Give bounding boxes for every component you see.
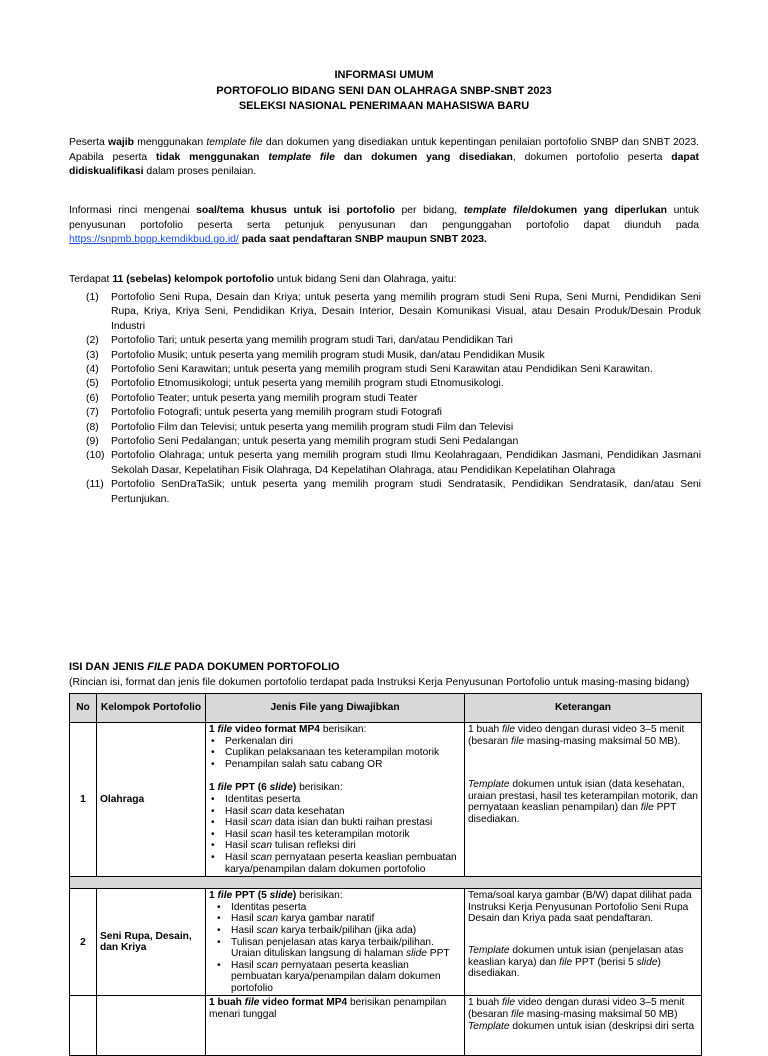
- row3-keterangan-cell: 1 buah file video dengan durasi video 3–5 menit (besaran file masing-masing maksimal 50 MB) Template dokumen untuk isian (deskripsi diri serta: [465, 996, 702, 1056]
- header-kelompok: Kelompok Portofolio: [97, 694, 206, 723]
- paragraph-group-count: Terdapat 11 (sebelas) kelompok portofolio untuk bidang Seni dan Olahraga, yaitu:: [69, 274, 457, 285]
- list-item: (8) Portofolio Film dan Televisi; untuk peserta yang memilih program studi Film dan Televisi: [86, 421, 514, 433]
- row1-jenis-cell: 1 file video format MP4 berisikan: • Perkenalan diri • Cuplikan pelaksanaan tes keterampilan motorik • Penampilan salah satu cabang OR 1 file PPT (6 slide) berisikan: • Identitas peserta • Hasil scan data kesehatan • Hasil scan data isian dan bukti raihan prestasi • Hasil scan hasil tes keterampilan motorik • Hasil scan tulisan refleksi diri • Hasil scan pernyataan peserta keaslian pembuatan karya/penampilan dalam dokumen portofolio: [206, 723, 465, 877]
- list-item: (4) Portofolio Seni Karawitan; untuk peserta yang memilih program studi Seni Karawitan atau Pendidikan Seni Karawitan.: [86, 364, 653, 376]
- table-header-row: [70, 694, 702, 723]
- list-item: (6) Portofolio Teater; untuk peserta yang memilih program studi Teater: [86, 392, 418, 404]
- row2-keterangan-cell: Tema/soal karya gambar (B/W) dapat dilihat pada Instruksi Kerja Penyusunan Portofolio Seni Rupa Desain dan Kriya pada saat pendaftaran. Template dokumen untuk isian (penjelasan atas keaslian karya) dan file PPT (berisi 5 slide) disediakan.: [465, 889, 702, 996]
- table-row: [70, 996, 702, 1056]
- row2-jenis-cell: 1 file PPT (5 slide) berisikan: • Identitas peserta • Hasil scan karya gambar naratif • Hasil scan karya terbaik/pilihan (jika ada) • Tulisan penjelasan atas karya terbaik/pilihan. Uraian dituliskan langsung di halaman slide PPT • Hasil scan pernyataan peserta keaslian pembuatan karya/penampilan dalam dokumen portofolio: [206, 889, 465, 996]
- snpmb-link[interactable]: https://snpmb.bppp.kemdikbud.go.id/: [69, 234, 239, 245]
- list-item: (9) Portofolio Seni Pedalangan; untuk peserta yang memilih program studi Seni Pedalangan: [86, 436, 519, 448]
- heading-line-2: PORTOFOLIO BIDANG SENI DAN OLAHRAGA SNBP-SNBT 2023: [216, 85, 552, 97]
- table-row: 1 Olahraga 1 file video format MP4 berisikan: • Perkenalan diri • Cuplikan pelaksanaan tes keterampilan motorik • Penampilan salah satu cabang OR 1 file PPT (6 slide) berisikan: • Identitas peserta • Hasil scan data kesehatan • Hasil scan data isian dan bukti raihan prestasi • Hasil scan hasil tes keterampilan motorik • Hasil scan tulisan refleksi diri • Hasil scan pernyataan peserta keaslian pembuatan karya/penampilan dalam dokumen portofolio 1 buah file video dengan durasi video 3–5 menit (besaran file masing-masing maksimal 50 MB). Template dokumen untuk isian (data kesehatan, uraian prestasi, hasil tes keterampilan motorik, dan pernyataan keaslian penampilan) dan file PPT disediakan.: [70, 723, 702, 877]
- heading-line-1: INFORMASI UMUM: [334, 69, 434, 81]
- heading-line-3: SELEKSI NASIONAL PENERIMAAN MAHASISWA BARU: [238, 100, 530, 112]
- section-title: ISI DAN JENIS FILE PADA DOKUMEN PORTOFOLIO: [69, 661, 340, 673]
- list-item: (3) Portofolio Musik; untuk peserta yang memilih program studi Musik, dan/atau Pendidikan Musik: [86, 349, 545, 361]
- header-no: No: [70, 694, 97, 723]
- list-item: (5) Portofolio Etnomusikologi; untuk peserta yang memilih program studi Etnomusikologi.: [86, 378, 504, 390]
- table-separator-row: [70, 877, 702, 889]
- header-jenis: Jenis File yang Diwajibkan: [206, 694, 465, 723]
- list-item: (11) Portofolio SenDraTaSik; untuk peserta yang memilih program studi Sendratasik, Pendidikan Sendratasik, dan/atau Seni Pertunjukan.: [86, 479, 701, 505]
- portfolio-file-table: [69, 693, 702, 1056]
- table-row: 2 Seni Rupa, Desain, dan Kriya 1 file PPT (5 slide) berisikan: • Identitas peserta • Hasil scan karya gambar naratif • Hasil scan karya terbaik/pilihan (jika ada) • Tulisan penjelasan atas karya terbaik/pilihan. Uraian dituliskan langsung di halaman slide PPT • Hasil scan pernyataan peserta keaslian pembuatan karya/penampilan dalam dokumen portofolio Tema/soal karya gambar (B/W) dapat dilihat pada Instruksi Kerja Penyusunan Portofolio Seni Rupa Desain dan Kriya pada saat pendaftaran. Template dokumen untuk isian (penjelasan atas keaslian karya) dan file PPT (berisi 5 slide) disediakan.: [70, 889, 702, 996]
- section-subtitle: (Rincian isi, format dan jenis file dokumen portofolio terdapat pada Instruksi Kerja Penyusunan Portofolio untuk masing-masing bidang): [69, 677, 690, 688]
- row3-jenis-cell: 1 buah file video format MP4 berisikan penampilan menari tunggal: [206, 996, 465, 1056]
- paragraph-info-details: Informasi rinci mengenai soal/tema khusus untuk isi portofolio per bidang, template file/dokumen yang diperlukan untuk penyusunan portofolio peserta serta petunjuk penyusunan dan pengunggahan portofolio dapat diunduh pada https://snpmb.bppp.kemdikbud.go.id/ pada saat pendaftaran SNBP maupun SNBT 2023.: [69, 205, 699, 245]
- list-item: (10) Portofolio Olahraga; untuk peserta yang memilih program studi Ilmu Keolahragaan, Pendidikan Jasmani, Pendidikan Jasmani Sekolah Dasar, Kepelatihan Fisik Olahraga, D4 Kepelatihan Olahraga, atau Pendidikan Kepelatihan Olahraga: [86, 450, 701, 476]
- paragraph-template-requirement: Peserta wajib menggunakan template file dan dokumen yang disediakan untuk kepentingan penilaian portofolio SNBP dan SNBT 2023. Apabila peserta tidak menggunakan template file dan dokumen yang disediakan, dokumen portofolio peserta dapat didiskualifikasi dalam proses penilaian.: [69, 137, 699, 177]
- header-keterangan: Keterangan: [465, 694, 702, 723]
- row1-keterangan-cell: 1 buah file video dengan durasi video 3–5 menit (besaran file masing-masing maksimal 50 MB). Template dokumen untuk isian (data kesehatan, uraian prestasi, hasil tes keterampilan motorik, dan pernyataan keaslian penampilan) dan file PPT disediakan.: [465, 723, 702, 877]
- list-item: (2) Portofolio Tari; untuk peserta yang memilih program studi Tari, dan/atau Pendidikan Tari: [86, 335, 513, 347]
- list-item: (7) Portofolio Fotografi; untuk peserta yang memilih program studi Fotografi: [86, 407, 442, 419]
- list-item: (1) Portofolio Seni Rupa, Desain dan Kriya; untuk peserta yang memilih program studi Seni Rupa, Seni Murni, Pendidikan Seni Rupa, Kriya, Kriya Seni, Pendidikan Kriya, Desain Interior, Desain Komunikasi Visual, atau Desain Produk/Desain Produk Industri: [86, 292, 701, 332]
- portfolio-group-list: [69, 291, 701, 507]
